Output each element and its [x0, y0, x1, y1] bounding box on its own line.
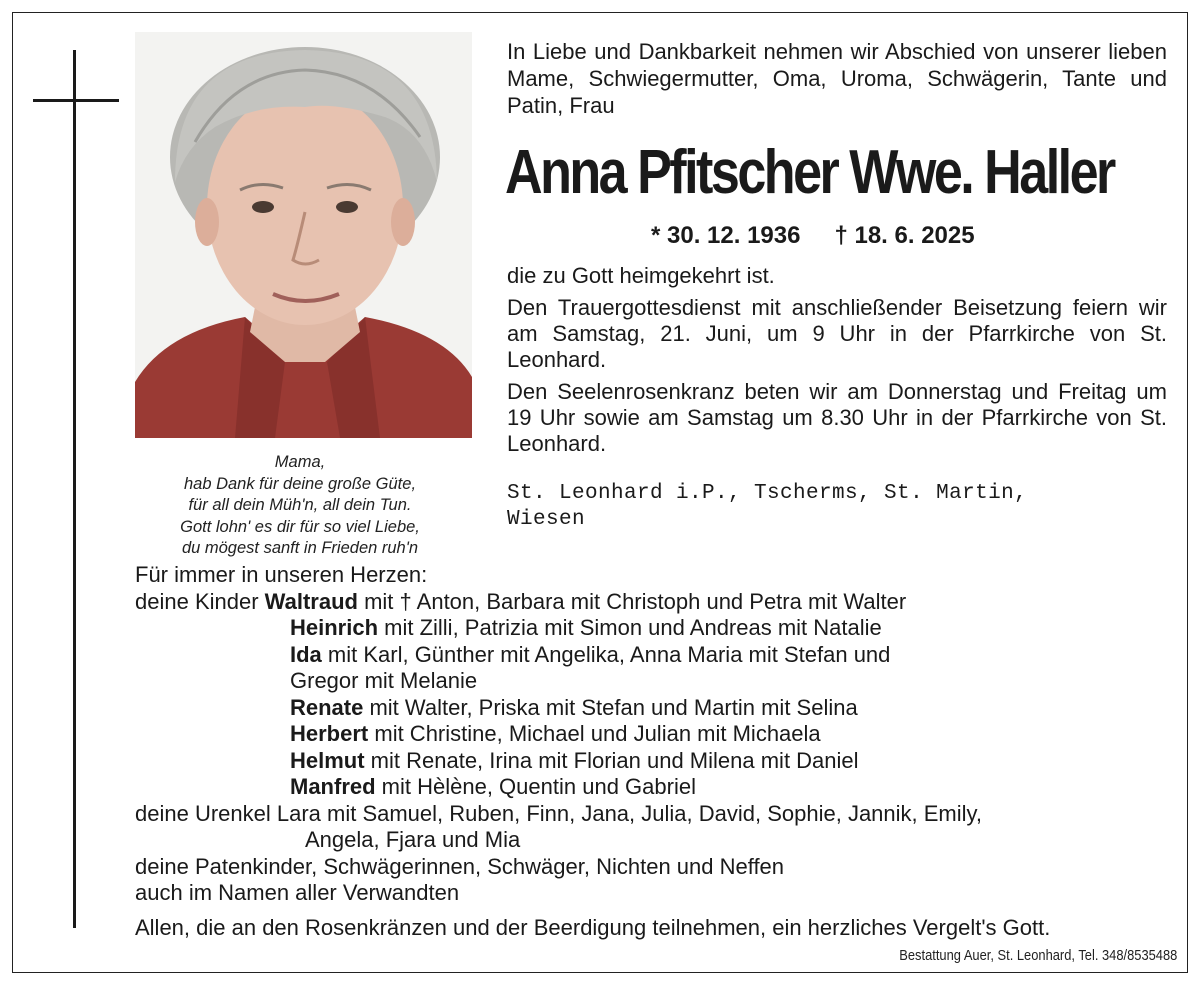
portrait-photo: [135, 32, 472, 438]
child-family: mit Hèlène, Quentin und Gabriel: [375, 774, 696, 799]
death-date: † 18. 6. 2025: [834, 222, 975, 249]
birth-date: * 30. 12. 1936: [651, 222, 801, 249]
child-name: Herbert: [290, 721, 369, 746]
child-name: Heinrich: [290, 615, 379, 640]
deceased-name: Anna Pfitscher Wwe. Haller: [505, 138, 1114, 207]
great-grandchildren-row: Angela, Fjara und Mia: [305, 827, 521, 852]
child-family: Gregor mit Melanie: [290, 668, 478, 693]
children-row: [135, 589, 1175, 616]
family-heading: Für immer in unseren Herzen:: [135, 562, 428, 587]
announcement-body: [507, 263, 1167, 463]
poem-line: du mögest sanft in Frieden ruh'n: [181, 539, 419, 557]
life-dates: [651, 222, 1009, 250]
child-name: Ida: [290, 641, 322, 667]
relatives-row: auch im Namen aller Verwandten: [135, 880, 460, 905]
child-family: mit Christine, Michael und Julian mit Michaela: [368, 721, 821, 746]
intro-text: In Liebe und Dankbarkeit nehmen wir Abschied von unserer lieben Mame, Schwiegermutter, Oma, Uroma, Schwägerin, Tante und Patin, Frau: [507, 39, 1167, 118]
family-list: [135, 562, 1175, 907]
children-row: [135, 748, 1175, 775]
child-family: mit Walter, Priska mit Stefan und Martin mit Selina: [363, 694, 858, 720]
poem-line: Mama,: [274, 453, 326, 471]
child-name: Waltraud: [264, 588, 358, 614]
child-name: Manfred: [290, 774, 376, 799]
great-grandchildren-row: deine Urenkel Lara mit Samuel, Ruben, Finn, Jana, Julia, David, Sophie, Jannik, Emily,: [135, 800, 983, 826]
godchildren-row: deine Patenkinder, Schwägerinnen, Schwäger, Nichten und Neffen: [135, 853, 785, 879]
closing-thanks: Allen, die an den Rosenkränzen und der Beerdigung teilnehmen, ein herzliches Vergelt's Gott.: [135, 915, 1051, 940]
child-name: Helmut: [290, 747, 365, 773]
poem-line: hab Dank für deine große Güte,: [183, 474, 417, 493]
funeral-home-footer: Bestattung Auer, St. Leonhard, Tel. 348/8535488: [898, 947, 1177, 964]
places: St. Leonhard i.P., Tscherms, St. Martin, Wiesen: [507, 482, 1028, 531]
children-row: [135, 642, 1175, 669]
child-family: mit Zilli, Patrizia mit Simon und Andreas mit Natalie: [378, 615, 882, 640]
children-row: [135, 774, 1175, 801]
cross-vertical-bar: [73, 50, 76, 928]
child-family: mit Renate, Irina mit Florian und Milena mit Daniel: [364, 747, 859, 773]
poem-line: für all dein Müh'n, all dein Tun.: [188, 496, 412, 514]
child-family: mit † Anton, Barbara mit Christoph und Petra mit Walter: [357, 588, 907, 614]
child-name: Renate: [290, 694, 364, 720]
paragraph-returned: die zu Gott heimgekehrt ist.: [507, 263, 775, 288]
children-prefix: deine Kinder: [135, 588, 259, 614]
cross-horizontal-bar: [33, 99, 119, 102]
poem-line: Gott lohn' es dir für so viel Liebe,: [180, 517, 420, 536]
paragraph-funeral: Den Trauergottesdienst mit anschließender Beisetzung feiern wir am Samstag, 21. Juni, um 9 Uhr in der Pfarrkirche von St. Leonhard.: [507, 295, 1167, 372]
poem: [135, 452, 465, 560]
children-row: [135, 615, 1175, 642]
children-row: [135, 721, 1175, 748]
children-row: [135, 668, 1175, 695]
portrait-illustration: [135, 32, 472, 438]
paragraph-rosary: Den Seelenrosenkranz beten wir am Donnerstag und Freitag um 19 Uhr sowie am Samstag um 8.30 Uhr in der Pfarrkirche von St. Leonhard.: [507, 379, 1167, 456]
children-row: [135, 695, 1175, 722]
child-family: mit Karl, Günther mit Angelika, Anna Maria mit Stefan und: [321, 641, 891, 667]
